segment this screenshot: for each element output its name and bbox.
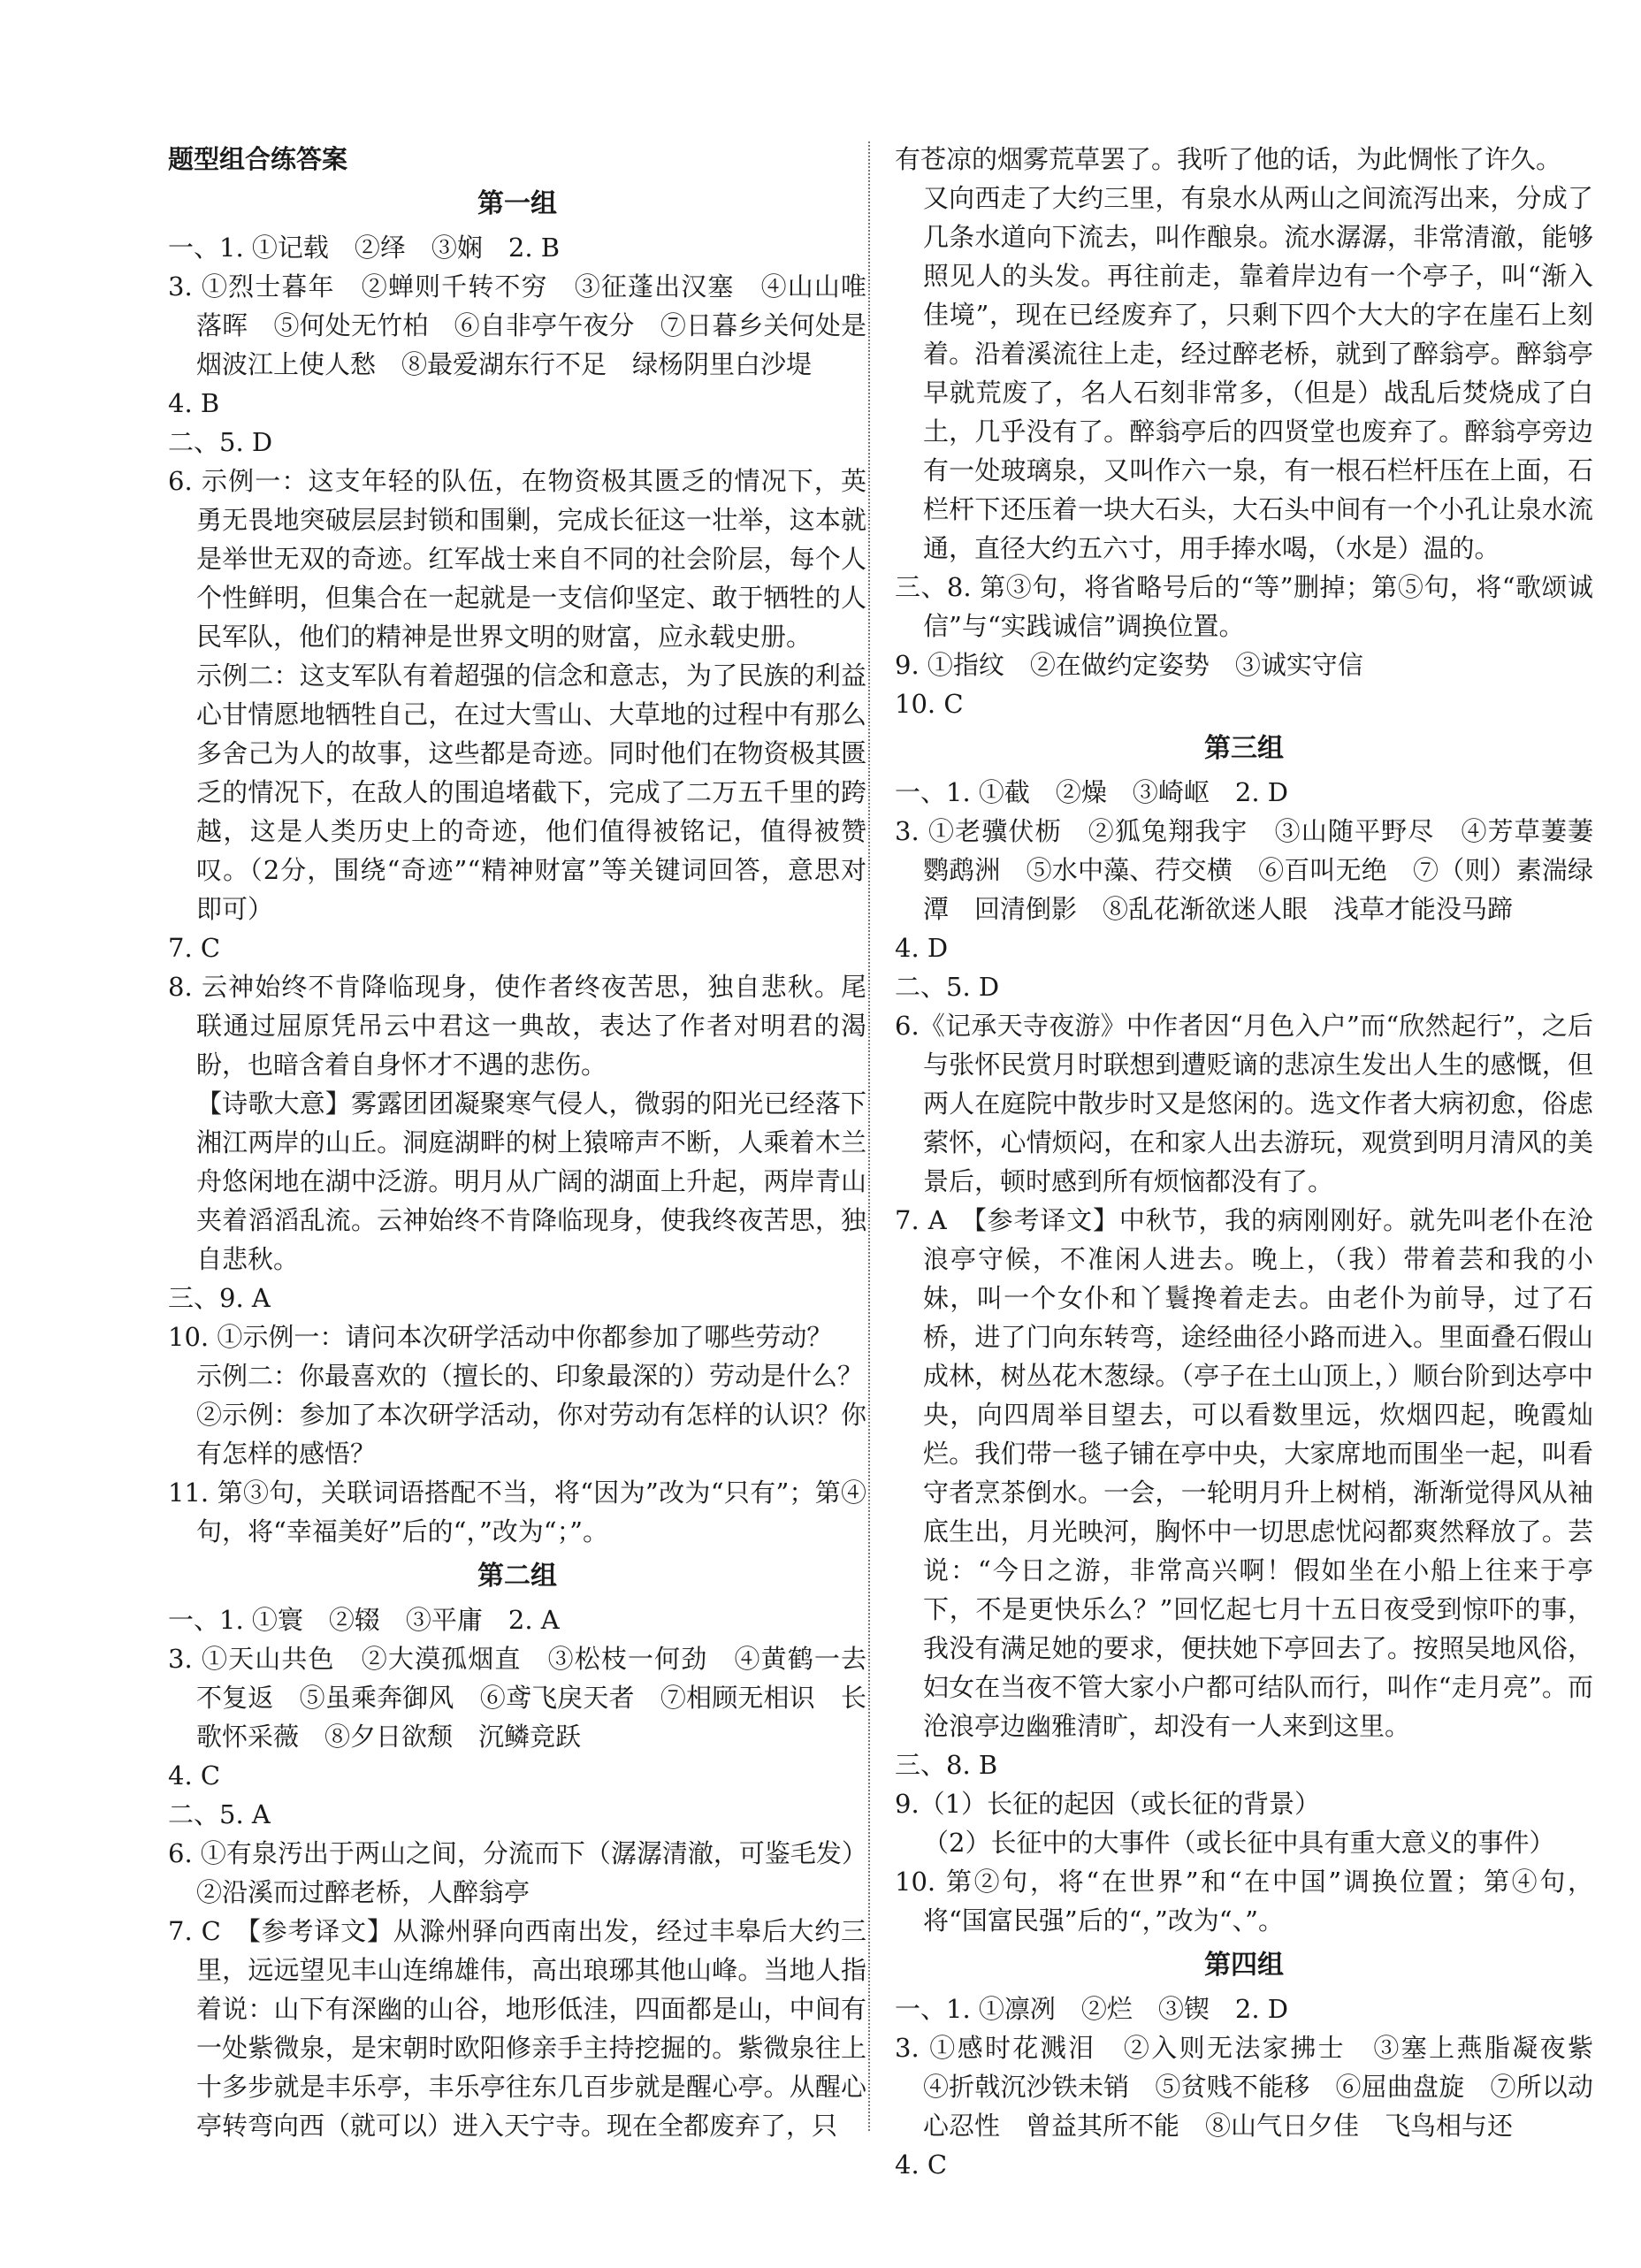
answer-item: 8. 云神始终不肯降临现身，使作者终夜苦思，独自悲秋。尾联通过屈原凭吊云中君这一典故，表达了作者对明君的渴盼，也暗含着自身怀才不遇的悲伤。 [168, 972, 866, 1080]
answer-item: 7. A 【参考译文】中秋节，我的病刚刚好。就先叫老仆在沧浪亭守候，不准闲人进去。晚上，（我）带着芸和我的小妹，叫一个女仆和丫鬟搀着走去。由老仆为前导，过了石桥，进了门向东转弯，途经曲径小路而进入。里面叠石假山成林，树丛花木葱绿。（亭子在土山顶上，）顺台阶到达亭中央，向四周举目望去，可以看数里远，炊烟四起，晚霞灿烂。我们带一毯子铺在亭中央，大家席地而围坐一起，叫看守者烹茶倒水。一会，一轮明月升上树梢，渐渐觉得风从袖底生出，月光映河，胸怀中一切思虑忧闷都爽然释放了。芸说：“今日之游，非常高兴啊！假如坐在小船上往来于亭下，不是更快乐么？”回忆起七月十五日夜受到惊吓的事，我没有满足她的要求，便扶她下亭回去了。按照吴地风俗，妇女在当夜不管大家小户都可结队而行，叫作“走月亮”。而沧浪亭边幽雅清旷，却没有一人来到这里。 [895, 1205, 1593, 1741]
right-column-body [895, 140, 1620, 2184]
column-divider [868, 141, 870, 2131]
answer-item: 3. ①烈士暮年 ②蝉则千转不穷 ③征蓬出汉塞 ④山山唯落晖 ⑤何处无竹柏 ⑥自非亭午夜分 ⑦日暮乡关何处是 烟波江上使人愁 ⑧最爱湖东行不足 绿杨阴里白沙堤 [168, 271, 893, 379]
answer-line: 二、5. A [168, 1799, 271, 1829]
answer-item: 3. ①天山共色 ②大漠孤烟直 ③松枝一何劲 ④黄鹤一去不复返 ⑤虽乘奔御风 ⑥鸢飞戾天者 ⑦相顾无相识 长歌怀采薇 ⑧夕日欲颓 沉鳞竞跃 [168, 1644, 866, 1752]
answer-line: 4. C [895, 2150, 948, 2180]
answer-continuation: 示例二：你最喜欢的（擅长的、印象最深的）劳动是什么？ [196, 1361, 864, 1391]
answer-item: 6. 示例一：这支年轻的队伍，在物资极其匮乏的情况下，英勇无畏地突破层层封锁和围剿，完成长征这一壮举，这本就是举世无双的奇迹。红军战士来自不同的社会阶层，每个人个性鲜明，但集合在一起就是一支信仰坚定、敢于牺牲的人民军队，他们的精神是世界文明的财富，应永载史册。 [168, 466, 866, 652]
answer-line: 一、1. ①凛冽 ②烂 ③锲 2. D [895, 1994, 1289, 2024]
answer-item: 3. ①感时花溅泪 ②入则无法家拂士 ③塞上燕脂凝夜紫 ④折戟沉沙铁未销 ⑤贫贱不能移 ⑥屈曲盘旋 ⑦所以动心忍性 曾益其所不能 ⑧山气日夕佳 飞鸟相与还 [895, 2033, 1620, 2141]
answer-item: 10. 第②句，将“在世界”和“在中国”调换位置；第④句，将“国富民强”后的“，”改为“、”。 [895, 1867, 1593, 1936]
left-column [168, 140, 893, 2145]
answer-line: 二、5. D [895, 972, 1000, 1002]
left-column-body [168, 184, 893, 2145]
answer-item: 10. ①示例一：请问本次研学活动中你都参加了哪些劳动？ [168, 1322, 833, 1352]
group-heading: 第二组 [477, 1561, 557, 1592]
right-column [895, 140, 1620, 2184]
group-heading: 第四组 [1204, 1950, 1284, 1981]
answer-line: 二、5. D [168, 427, 273, 457]
answer-item: 6. ①有泉汚出于两山之间，分流而下（潺潺清澈，可鉴毛发） [168, 1838, 867, 1868]
answer-continuation: 又向西走了大约三里，有泉水从两山之间流泻出来，分成了几条水道向下流去，叫作酿泉。流水潺潺，非常清澈，能够照见人的头发。再往前走，靠着岸边有一个亭子，叫“渐入佳境”，现在已经废弃了，只剩下四个大大的字在崖石上刻着。沿着溪流往上走，经过醉老桥，就到了醉翁亭。醉翁亭早就荒废了，名人石刻非常多，（但是）战乱后焚烧成了白土，几乎没有了。醉翁亭后的四贤堂也废弃了。醉翁亭旁边有一处玻璃泉，又叫作六一泉，有一根石栏杆压在上面，石栏杆下还压着一块大石头，大石头中间有一个小孔让泉水流通，直径大约五六寸，用手捧水喝，（水是）温的。 [923, 183, 1593, 563]
answer-line: 一、1. ①截 ②燥 ③崎岖 2. D [895, 777, 1289, 807]
answer-line: 一、1. ①寰 ②辍 ③平庸 2. A [168, 1605, 560, 1635]
answer-continuation: ②示例：参加了本次研学活动，你对劳动有怎样的认识？你有怎样的感悟？ [196, 1400, 866, 1469]
answer-line: 7. C [168, 933, 221, 963]
answer-item: 7. C 【参考译文】从滁州驿向西南出发，经过丰皋后大约三里，远远望见丰山连绵雄伟，高出琅琊其他山峰。当地人指着说：山下有深幽的山谷，地形低洼，四面都是山，中间有一处紫微泉，是宋朝时欧阳修亲手主持挖掘的。紫微泉往上十多步就是丰乐亭，丰乐亭往东几百步就是醒心亭。从醒心亭转弯向西（就可以）进入天宁寺。现在全都废弃了，只 [168, 1916, 866, 2141]
answer-continuation: 示例二：这支军队有着超强的信念和意志，为了民族的利益心甘情愿地牺牲自己，在过大雪山、大草地的过程中有那么多舍己为人的故事，这些都是奇迹。同时他们在物资极其匮乏的情况下，在敌人的围追堵截下，完成了二万五千里的跨越，这是人类历史上的奇迹，他们值得被铭记，值得被赞叹。（2分，围绕“奇迹”“精神财富”等关键词回答，意思对即可） [196, 661, 866, 924]
answer-line: 有苍凉的烟雾荒草罢了。我听了他的话，为此惆怅了许久。 [895, 144, 1562, 174]
answer-line: 4. D [895, 933, 949, 963]
answer-continuation: 【诗歌大意】雾露团团凝聚寒气侵人，微弱的阳光已经落下湘江两岸的山丘。洞庭湖畔的树上猿啼声不断，人乘着木兰舟悠闲地在湖中泛游。明月从广阔的湖面上升起，两岸青山夹着滔滔乱流。云神始终不肯降临现身，使我终夜苦思，独自悲秋。 [196, 1088, 866, 1274]
group-heading: 第三组 [1204, 733, 1284, 764]
answer-line: 三、8. B [895, 1750, 998, 1780]
answer-line: 4. B [168, 388, 220, 418]
answer-line: 一、1. ①记载 ②绎 ③娴 2. B [168, 233, 561, 263]
answer-item: 3. ①老骥伏枥 ②狐兔翔我宇 ③山随平野尽 ④芳草萋萋鹦鹉洲 ⑤水中藻、荇交横 ⑥百叫无绝 ⑦（则）素湍绿潭 回清倒影 ⑧乱花渐欲迷人眼 浅草才能没马蹄 [895, 816, 1593, 924]
answer-line: 10. C [895, 689, 964, 719]
answer-item: 三、8. 第③句，将省略号后的“等”删掉；第⑤句，将“歌颂诚信”与“实践诚信”调换位置。 [895, 572, 1593, 641]
page-title: 题型组合练答案 [168, 144, 348, 174]
answer-line: 4. C [168, 1760, 221, 1791]
answer-line: 三、9. A [168, 1283, 271, 1313]
answer-continuation: ②沿溪而过醉老桥，人醉翁亭 [196, 1877, 530, 1907]
answer-line: 9. ①指纹 ②在做约定姿势 ③诚实守信 [895, 650, 1363, 680]
answer-item: 6.《记承天寺夜游》中作者因“月色入户”而“欣然起行”，之后与张怀民赏月时联想到遭贬谪的悲凉生发出人生的感慨，但两人在庭院中散步时又是悠闲的。选文作者大病初愈，俗虑萦怀，心情烦闷，在和家人出去游玩，观赏到明月清风的美景后，顿时感到所有烦恼都没有了。 [895, 1011, 1593, 1196]
group-heading: 第一组 [477, 188, 557, 219]
answer-item: 9.（1）长征的起因（或长征的背景） [895, 1789, 1321, 1819]
answer-continuation: （2）长征中的大事件（或长征中具有重大意义的事件） [923, 1828, 1555, 1858]
answer-item: 11. 第③句，关联词语搭配不当，将“因为”改为“只有”；第④句，将“幸福美好”后的“，”改为“；”。 [168, 1478, 866, 1546]
